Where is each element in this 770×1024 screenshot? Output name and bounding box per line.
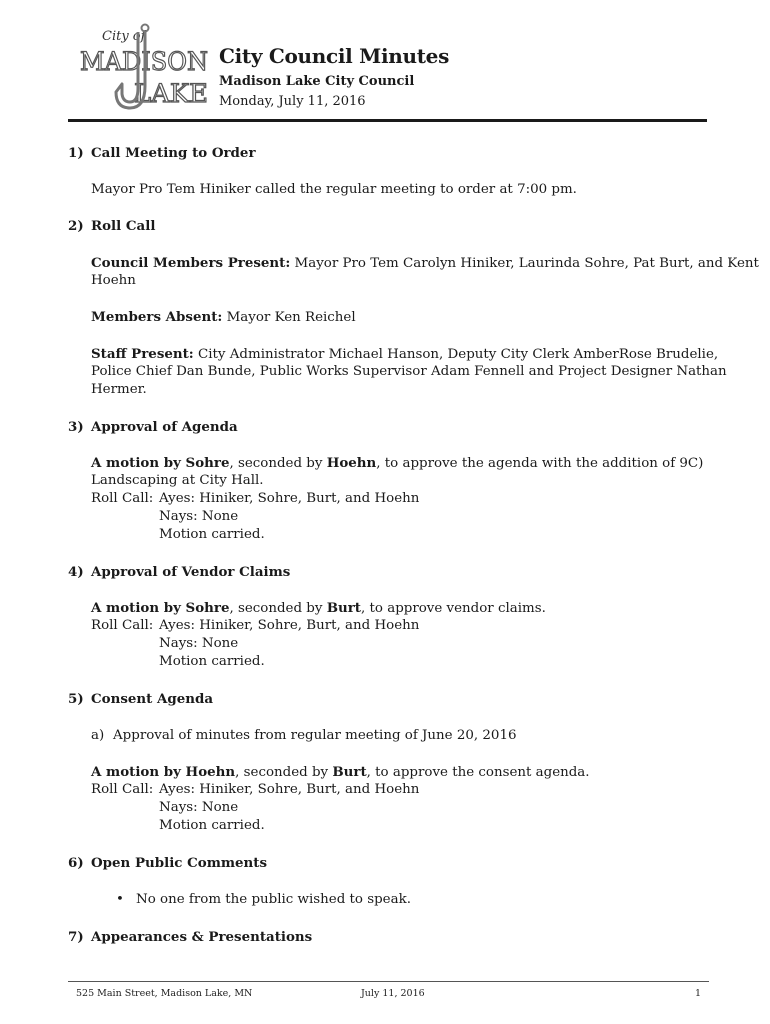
logo-top-text: City of xyxy=(102,29,146,44)
motion-text: , to approve the agenda with the addition of 9C) xyxy=(376,456,704,471)
logo-word-lake: LAKE xyxy=(134,79,208,108)
staff-present-text: City Administrator Michael Hanson, Deputy City Clerk AmberRose Brudelie, xyxy=(193,347,719,362)
city-logo xyxy=(78,22,210,118)
roll-call-ayes: Ayes: Hiniker, Sohre, Burt, and Hoehn xyxy=(159,491,420,506)
motion-result: Motion carried. xyxy=(159,654,265,669)
motion-text: , to approve the consent agenda. xyxy=(366,765,590,780)
motion-seconder: Hoehn xyxy=(326,455,377,471)
motion-seconder: Burt xyxy=(332,764,367,780)
motion-line xyxy=(91,763,590,782)
footer-divider xyxy=(68,981,709,982)
staff-present-line xyxy=(91,345,718,364)
list-item-marker: a) xyxy=(91,728,105,743)
section-number: 1) xyxy=(68,145,84,161)
members-absent-line xyxy=(91,308,356,327)
motion-text-cont: Landscaping at City Hall. xyxy=(91,473,264,488)
call-to-order-text: Mayor Pro Tem Hiniker called the regular meeting to order at 7:00 pm. xyxy=(91,182,577,197)
roll-call-label: Roll Call: xyxy=(91,618,154,633)
motion-text: , seconded by xyxy=(229,456,327,471)
roll-call-nays: Nays: None xyxy=(159,800,239,815)
public-comment-text: No one from the public wished to speak. xyxy=(136,892,411,907)
motion-seconder: Burt xyxy=(326,600,361,616)
section-title-approval-of-agenda: Approval of Agenda xyxy=(91,419,238,435)
logo-word-madison: MADISON xyxy=(80,47,208,76)
section-title-vendor-claims: Approval of Vendor Claims xyxy=(91,564,291,580)
document-subtitle: Madison Lake City Council xyxy=(219,74,415,89)
consent-item-a: Approval of minutes from regular meeting of June 20, 2016 xyxy=(113,728,517,743)
section-title-call-to-order: Call Meeting to Order xyxy=(91,145,256,161)
roll-call-ayes: Ayes: Hiniker, Sohre, Burt, and Hoehn xyxy=(159,618,420,633)
page-number: 1 xyxy=(695,988,702,999)
motion-mover: A motion by Hoehn xyxy=(91,764,236,780)
staff-present-text-cont: Hermer. xyxy=(91,382,147,397)
roll-call-label: Roll Call: xyxy=(91,782,154,797)
header-divider xyxy=(68,119,707,122)
motion-result: Motion carried. xyxy=(159,818,265,833)
section-number: 6) xyxy=(68,855,84,871)
footer-date: July 11, 2016 xyxy=(361,988,425,999)
motion-line xyxy=(91,454,703,473)
members-present-line xyxy=(91,254,759,273)
motion-mover: A motion by Sohre xyxy=(91,455,230,471)
members-present-text-cont: Hoehn xyxy=(91,273,136,288)
document-title: City Council Minutes xyxy=(219,44,450,68)
section-number: 3) xyxy=(68,419,84,435)
motion-text: , to approve vendor claims. xyxy=(361,601,546,616)
roll-call-nays: Nays: None xyxy=(159,636,239,651)
roll-call-label: Roll Call: xyxy=(91,491,154,506)
section-title-roll-call: Roll Call xyxy=(91,218,156,234)
members-present-label: Council Members Present: xyxy=(91,255,291,271)
document-header xyxy=(219,46,449,108)
bullet-icon: • xyxy=(116,892,124,907)
footer-address: 525 Main Street, Madison Lake, MN xyxy=(76,988,253,999)
motion-mover: A motion by Sohre xyxy=(91,600,230,616)
members-present-text: Mayor Pro Tem Carolyn Hiniker, Laurinda Sohre, Pat Burt, and Kent xyxy=(290,256,759,271)
section-number: 7) xyxy=(68,929,84,945)
section-number: 4) xyxy=(68,564,84,580)
members-absent-text: Mayor Ken Reichel xyxy=(222,310,356,325)
section-title-consent-agenda: Consent Agenda xyxy=(91,691,214,707)
section-title-appearances: Appearances & Presentations xyxy=(91,929,313,945)
section-title-public-comments: Open Public Comments xyxy=(91,855,268,871)
motion-result: Motion carried. xyxy=(159,527,265,542)
roll-call-ayes: Ayes: Hiniker, Sohre, Burt, and Hoehn xyxy=(159,782,420,797)
roll-call-nays: Nays: None xyxy=(159,509,239,524)
staff-present-text-cont: Police Chief Dan Bunde, Public Works Supervisor Adam Fennell and Project Designer Nathan xyxy=(91,364,727,379)
staff-present-label: Staff Present: xyxy=(91,346,194,362)
members-absent-label: Members Absent: xyxy=(91,309,223,325)
motion-text: , seconded by xyxy=(235,765,333,780)
section-number: 2) xyxy=(68,218,84,234)
section-number: 5) xyxy=(68,691,84,707)
motion-line xyxy=(91,599,546,618)
motion-text: , seconded by xyxy=(229,601,327,616)
meeting-date: Monday, July 11, 2016 xyxy=(219,94,366,109)
